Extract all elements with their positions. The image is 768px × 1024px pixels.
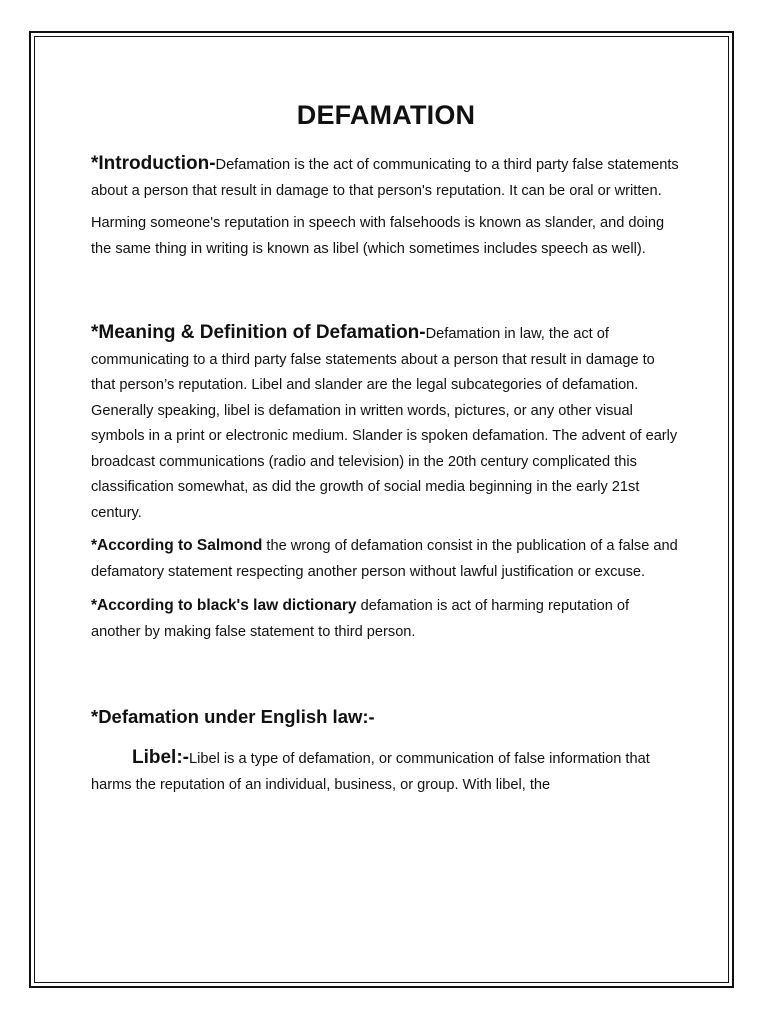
blacks-paragraph [91,593,681,645]
document-body [91,95,681,798]
blacks-text: defamation is act of harming reputation of another by making false statement to third person. [91,598,630,640]
meaning-text: Defamation in law, the act of communicating to a third party false statements about a person that result in damage to that person’s reputation. Libel and slander are the legal subcategories of defamation. Generally speaking, libel is defamation in written words, pictures, or any other visual symbols in a print or electronic medium. Slander is spoken defamation. The advent of early broadcast communications (radio and television) in the 20th century complicated this classification somewhat, as did the growth of social media beginning in the early 21st century. [91,326,678,521]
libel-heading: Libel:- [132,747,189,768]
salmond-heading: *According to Salmond [91,537,263,554]
blacks-heading: *According to black's law dictionary [91,597,357,614]
introduction-paragraph [91,151,681,204]
salmond-paragraph [91,533,681,585]
document-title: DEFAMATION [296,100,476,130]
libel-text: Libel is a type of defamation, or communication of false information that harms the reputation of an individual, business, or group. With libel, the [91,751,650,793]
introduction-text: Defamation is the act of communicating to a third party false statements about a person that result in damage to that person's reputation. It can be oral or written. [91,157,679,199]
meaning-paragraph [91,320,681,526]
intro-paragraph-2: Harming someone's reputation in speech with falsehoods is known as slander, and doing the same thing in writing is known as libel (which sometimes includes speech as well). [91,215,665,257]
introduction-heading: *Introduction- [91,153,216,174]
salmond-text: the wrong of defamation consist in the publication of a false and defamatory statement respecting another person without lawful justification or excuse. [91,538,678,580]
libel-paragraph [91,745,681,798]
english-law-heading: *Defamation under English law:- [91,706,375,727]
meaning-heading: *Meaning & Definition of Defamation- [91,322,426,343]
